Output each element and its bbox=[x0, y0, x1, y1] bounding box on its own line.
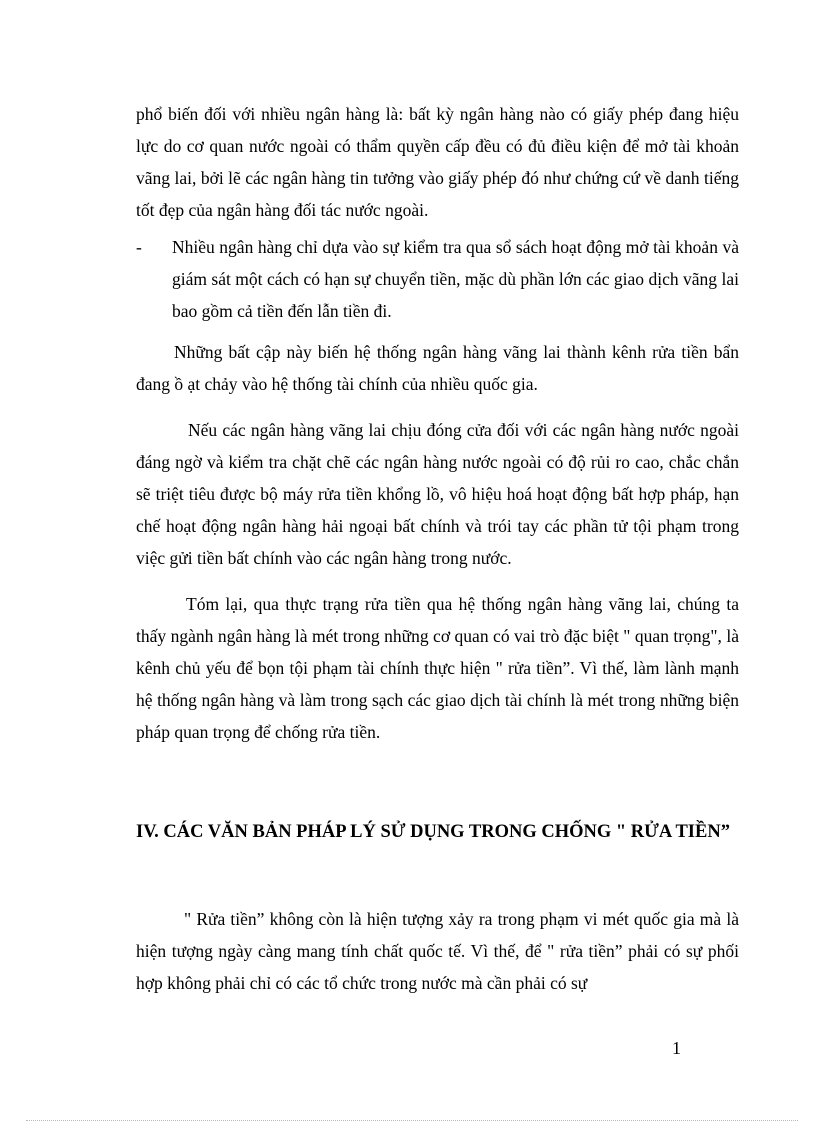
page-number: 1 bbox=[672, 1038, 681, 1058]
paragraph-4: Tóm lại, qua thực trạng rửa tiền qua hệ thống ngân hàng vãng lai, chúng ta thấy ngành ngân hàng là mét trong những cơ quan có vai trò đặc biệt " quan trọng", là kênh chủ yếu để bọn tội phạm tài chính thực hiện " rửa tiền”. Vì thế, làm lành mạnh hệ thống ngân hàng và làm trong sạch các giao dịch tài chính là mét trong những biện pháp quan trọng để chống rửa tiền. bbox=[136, 594, 739, 742]
page-bottom-divider bbox=[26, 1120, 798, 1121]
paragraph-3: Nếu các ngân hàng vãng lai chịu đóng cửa đối với các ngân hàng nước ngoài đáng ngờ và kiểm tra chặt chẽ các ngân hàng nước ngoài có độ rủi ro cao, chắc chắn sẽ triệt tiêu được bộ máy rửa tiền khổng lồ, vô hiệu hoá hoạt động bất hợp pháp, hạn chế hoạt động ngân hàng hải ngoại bất chính và trói tay các phần tử tội phạm trong việc gửi tiền bất chính vào các ngân hàng trong nước. bbox=[136, 420, 739, 568]
text-block-lower bbox=[136, 903, 739, 999]
paragraph-2: Những bất cập này biến hệ thống ngân hàng vãng lai thành kênh rửa tiền bẩn đang ồ ạt chảy vào hệ thống tài chính của nhiều quốc gia. bbox=[136, 342, 739, 394]
bullet-text: Nhiều ngân hàng chỉ dựa vào sự kiểm tra qua sổ sách hoạt động mở tài khoản và giám sát một cách có hạn sự chuyển tiền, mặc dù phần lớn các giao dịch vãng lai bao gồm cả tiền đến lẫn tiền đi. bbox=[172, 237, 739, 321]
bullet-item bbox=[136, 231, 739, 327]
bullet-mark: - bbox=[136, 237, 142, 257]
paragraph-5: " Rửa tiền” không còn là hiện tượng xảy ra trong phạm vi mét quốc gia mà là hiện tượng ngày càng mang tính chất quốc tế. Vì thế, để " rửa tiền” phải có sự phối hợp không phải chỉ có các tổ chức trong nước mà cần phải có sự bbox=[136, 909, 739, 993]
paragraph-1: phổ biến đối với nhiều ngân hàng là: bất kỳ ngân hàng nào có giấy phép đang hiệu lực do cơ quan nước ngoài có thẩm quyền cấp đều có đủ điều kiện để mở tài khoản vãng lai, bởi lẽ các ngân hàng tin tưởng vào giấy phép đó như chứng cứ về danh tiếng tốt đẹp của ngân hàng đối tác nước ngoài. bbox=[136, 104, 739, 220]
text-block-upper bbox=[136, 98, 739, 748]
section-heading: IV. CÁC VĂN BẢN PHÁP LÝ SỬ DỤNG TRONG CHỐNG " RỬA TIỀN” bbox=[136, 822, 730, 842]
